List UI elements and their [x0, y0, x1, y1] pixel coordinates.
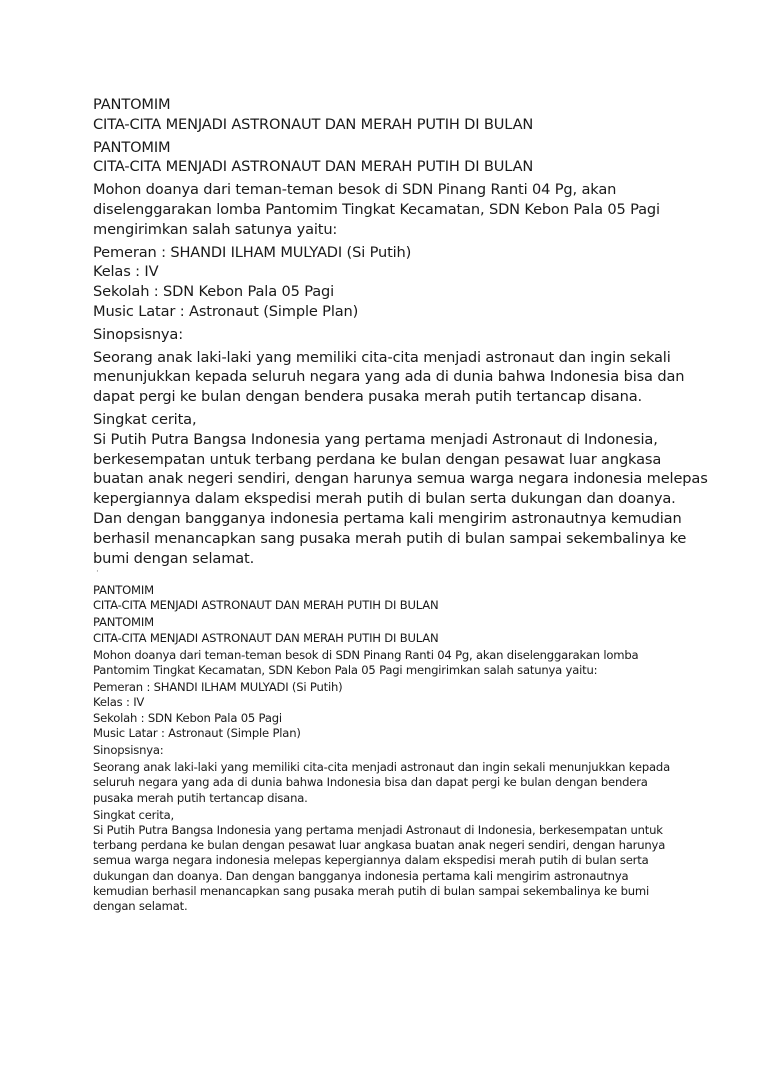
title-block	[93, 95, 693, 135]
text-line: diselenggarakan lomba Pantomim Tingkat Kecamatan, SDN Kebon Pala 05 Pagi	[93, 200, 660, 218]
text-line: Pemeran : SHANDI ILHAM MULYADI (Si Putih)	[93, 680, 343, 695]
synopsis-paragraph	[93, 348, 693, 407]
text-line: CITA-CITA MENJADI ASTRONAUT DAN MERAH PUTIH DI BULAN	[93, 630, 439, 645]
text-line: Seorang anak laki-laki yang memiliki cita-cita menjadi astronaut dan ingin sekali menunjukkan kepada	[93, 760, 670, 775]
text-line: PANTOMIM	[93, 96, 171, 113]
text-line: semua warga negara indonesia melepas kepergiannya dalam ekspedisi merah putih di bulan serta	[93, 853, 649, 868]
details-paragraph	[93, 243, 693, 322]
text-line: Pantomim Tingkat Kecamatan, SDN Kebon Pala 05 Pagi mengirimkan salah satunya yaitu:	[93, 663, 598, 678]
text-line: CITA-CITA MENJADI ASTRONAUT DAN MERAH PUTIH DI BULAN	[93, 158, 534, 176]
title-block	[93, 138, 693, 178]
section-large	[93, 95, 708, 571]
separator-dot: ·	[96, 567, 99, 577]
text-line: Kelas : IV	[93, 263, 159, 281]
text-line: Sinopsisnya:	[93, 325, 183, 343]
text-line: Si Putih Putra Bangsa Indonesia yang pertama menjadi Astronaut di Indonesia,	[93, 430, 658, 448]
synopsis-label	[93, 325, 693, 345]
text-line: dukungan dan doanya. Dan dengan bangganya indonesia pertama kali mengirim astronautnya	[93, 868, 629, 883]
text-line: kepergiannya dalam ekspedisi merah putih di bulan serta dukungan dan doanya.	[93, 490, 676, 508]
text-line: Mohon doanya dari teman-teman besok di SDN Pinang Ranti 04 Pg, akan diselenggarakan lomba	[93, 647, 639, 662]
text-line: Sekolah : SDN Kebon Pala 05 Pagi	[93, 710, 282, 725]
text-line: pusaka merah putih tertancap disana.	[93, 790, 308, 805]
text-line: Mohon doanya dari teman-teman besok di SDN Pinang Ranti 04 Pg, akan	[93, 181, 617, 199]
title-block	[93, 615, 693, 645]
text-line: mengirimkan salah satunya yaitu:	[93, 220, 338, 238]
text-line: CITA-CITA MENJADI ASTRONAUT DAN MERAH PUTIH DI BULAN	[93, 115, 534, 133]
text-line: seluruh negara yang ada di dunia bahwa Indonesia bisa dan dapat pergi ke bulan dengan bendera	[93, 775, 648, 790]
text-line: PANTOMIM	[93, 138, 171, 156]
text-line: Sekolah : SDN Kebon Pala 05 Pagi	[93, 283, 335, 301]
text-line: Singkat cerita,	[93, 410, 197, 428]
story-paragraph	[93, 808, 693, 914]
text-line: berkesempatan untuk terbang perdana ke bulan dengan pesawat luar angkasa	[93, 450, 662, 468]
text-line: buatan anak negeri sendiri, dengan harunya semua warga negara indonesia melepas	[93, 470, 708, 488]
text-line: dapat pergi ke bulan dengan bendera pusaka merah putih tertancap disana.	[93, 388, 642, 406]
text-line: PANTOMIM	[93, 583, 154, 597]
title-block	[93, 583, 693, 613]
text-line: Singkat cerita,	[93, 807, 174, 822]
text-line: Kelas : IV	[93, 695, 145, 710]
text-line: Pemeran : SHANDI ILHAM MULYADI (Si Putih)	[93, 243, 412, 261]
intro-paragraph	[93, 648, 693, 678]
synopsis-label	[93, 743, 693, 758]
text-line: Si Putih Putra Bangsa Indonesia yang pertama menjadi Astronaut di Indonesia, berkesempatan untuk	[93, 823, 663, 838]
text-line: Seorang anak laki-laki yang memiliki cita-cita menjadi astronaut dan ingin sekali	[93, 348, 671, 366]
text-line: bumi dengan selamat.	[93, 549, 255, 567]
text-line: Music Latar : Astronaut (Simple Plan)	[93, 302, 359, 320]
text-line: terbang perdana ke bulan dengan pesawat luar angkasa buatan anak negeri sendiri, dengan harunya	[93, 838, 666, 853]
story-paragraph	[93, 410, 708, 568]
text-line: menunjukkan kepada seluruh negara yang ada di dunia bahwa Indonesia bisa dan	[93, 368, 685, 386]
details-paragraph	[93, 680, 693, 741]
text-line: CITA-CITA MENJADI ASTRONAUT DAN MERAH PUTIH DI BULAN	[93, 598, 439, 613]
text-line: dengan selamat.	[93, 899, 188, 914]
text-line: Dan dengan bangganya indonesia pertama kali mengirim astronautnya kemudian	[93, 509, 682, 527]
text-line: Sinopsisnya:	[93, 743, 164, 758]
text-line: Music Latar : Astronaut (Simple Plan)	[93, 725, 301, 740]
text-line: PANTOMIM	[93, 615, 154, 630]
text-line: kemudian berhasil menancapkan sang pusaka merah putih di bulan sampai sekembalinya ke bumi	[93, 883, 649, 898]
section-small	[93, 583, 693, 916]
synopsis-paragraph	[93, 760, 693, 806]
text-line: berhasil menancapkan sang pusaka merah putih di bulan sampai sekembalinya ke	[93, 529, 687, 547]
intro-paragraph	[93, 180, 693, 239]
